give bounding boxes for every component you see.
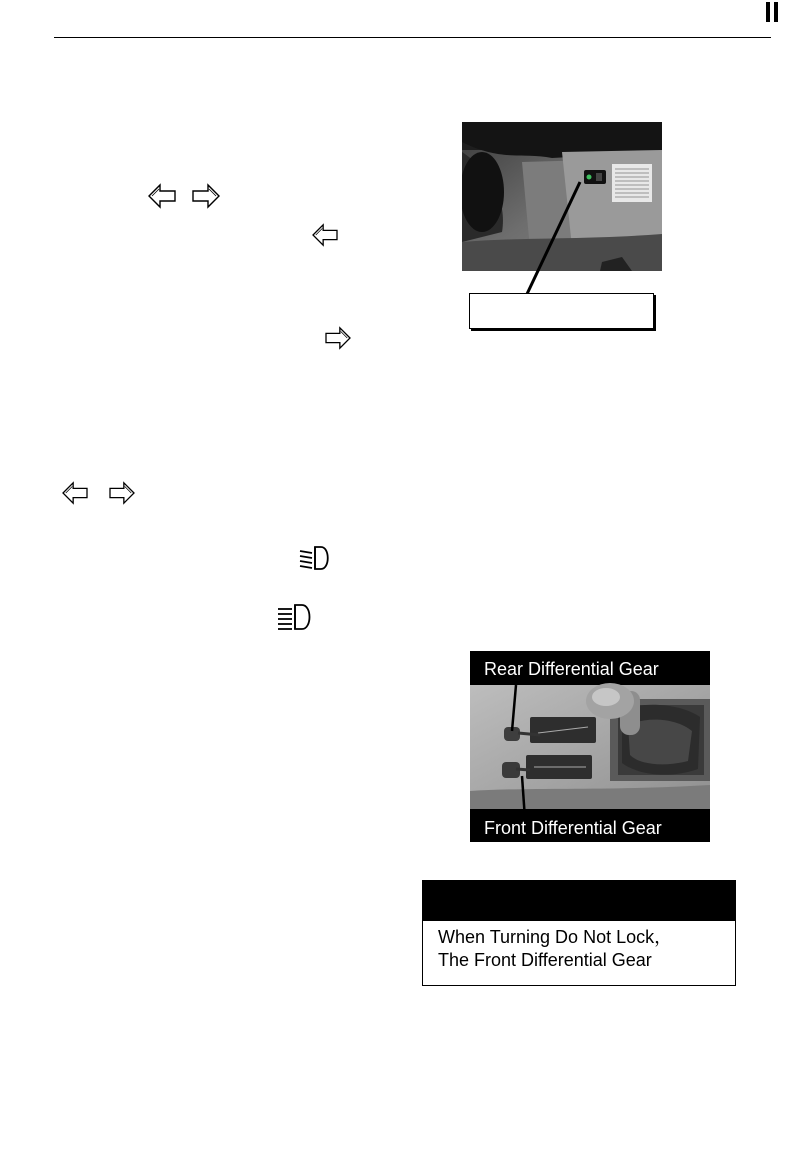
warning-header <box>423 881 735 921</box>
callout-leader-line <box>520 180 600 305</box>
high-beam-headlight-icon <box>275 602 315 632</box>
page-edge-mark <box>764 2 780 22</box>
low-beam-headlight-icon <box>297 544 333 572</box>
left-arrow-icon <box>61 481 89 505</box>
right-arrow-icon <box>108 481 136 505</box>
warning-box <box>422 880 736 986</box>
left-arrow-icon <box>311 223 339 247</box>
front-differential-label: Front Differential Gear <box>484 818 662 838</box>
right-arrow-icon <box>324 326 352 350</box>
rear-differential-label: Rear Differential Gear <box>484 659 659 679</box>
header-rule <box>54 37 771 38</box>
left-arrow-icon <box>147 183 177 209</box>
switch-callout-label <box>469 293 654 329</box>
warning-line-2: The Front Differential Gear <box>438 950 652 970</box>
warning-line-1: When Turning Do Not Lock， <box>438 927 673 947</box>
right-arrow-icon <box>191 183 221 209</box>
